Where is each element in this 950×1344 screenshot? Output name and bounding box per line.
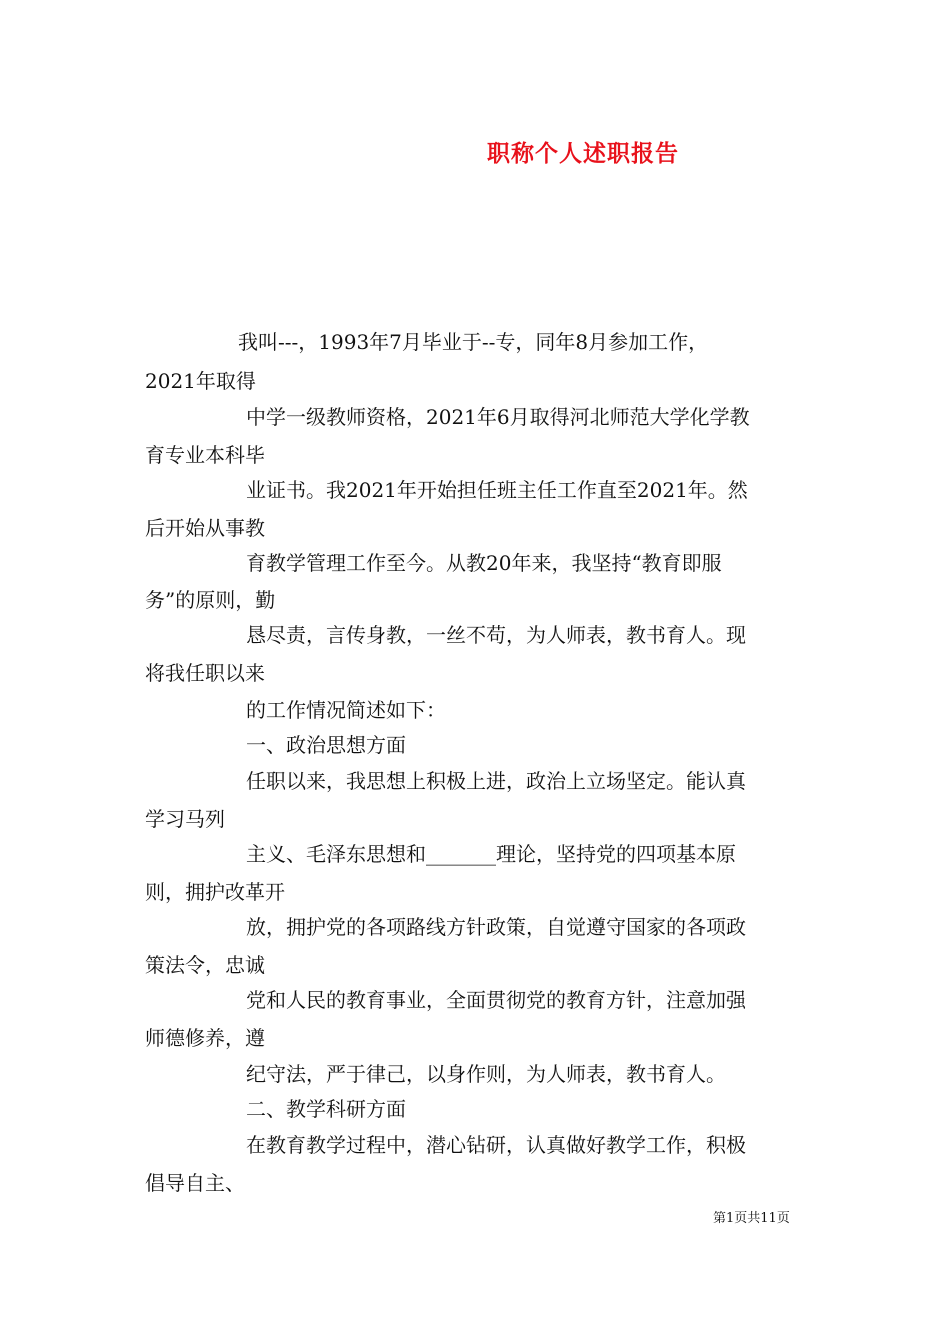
paragraph-line: 师德修养，遵 bbox=[145, 1026, 265, 1050]
paragraph-line: 业证书。我2021年开始担任班主任工作直至2021年。然 bbox=[246, 478, 748, 502]
paragraph-line: 主义、毛泽东思想和_______理论，坚持党的四项基本原 bbox=[246, 842, 736, 866]
page-number-footer: 第1页共11页 bbox=[713, 1211, 790, 1226]
paragraph-line: 学习马列 bbox=[145, 807, 225, 831]
paragraph-line: 策法令，忠诚 bbox=[145, 953, 265, 977]
paragraph-line: 后开始从事教 bbox=[145, 516, 265, 540]
section-heading: 一、政治思想方面 bbox=[246, 733, 406, 757]
paragraph-line: 任职以来，我思想上积极上进，政治上立场坚定。能认真 bbox=[246, 769, 746, 793]
paragraph-line: 倡导自主、 bbox=[145, 1171, 245, 1195]
paragraph-line: 纪守法，严于律己，以身作则，为人师表，教书育人。 bbox=[246, 1062, 726, 1086]
paragraph-line: 中学一级教师资格，2021年6月取得河北师范大学化学教 bbox=[246, 405, 750, 429]
section-heading: 二、教学科研方面 bbox=[246, 1097, 406, 1121]
paragraph-line: 育教学管理工作至今。从教20年来，我坚持“教育即服 bbox=[246, 551, 722, 575]
paragraph-line: 2021年取得 bbox=[145, 369, 256, 393]
paragraph-line: 的工作情况简述如下： bbox=[246, 698, 446, 722]
paragraph-line: 我叫---，1993年7月毕业于--专，同年8月参加工作， bbox=[238, 330, 709, 354]
paragraph-line: 在教育教学过程中，潜心钻研，认真做好教学工作，积极 bbox=[246, 1133, 746, 1157]
paragraph-line: 育专业本科毕 bbox=[145, 443, 265, 467]
document-title: 职称个人述职报告 bbox=[487, 140, 679, 167]
paragraph-line: 则，拥护改革开 bbox=[145, 880, 285, 904]
paragraph-line: 党和人民的教育事业，全面贯彻党的教育方针，注意加强 bbox=[246, 988, 746, 1012]
paragraph-line: 将我任职以来 bbox=[145, 661, 265, 685]
paragraph-line: 放，拥护党的各项路线方针政策，自觉遵守国家的各项政 bbox=[246, 915, 746, 939]
paragraph-line: 恳尽责，言传身教，一丝不苟，为人师表，教书育人。现 bbox=[246, 623, 746, 647]
paragraph-line: 务”的原则，勤 bbox=[145, 588, 276, 612]
